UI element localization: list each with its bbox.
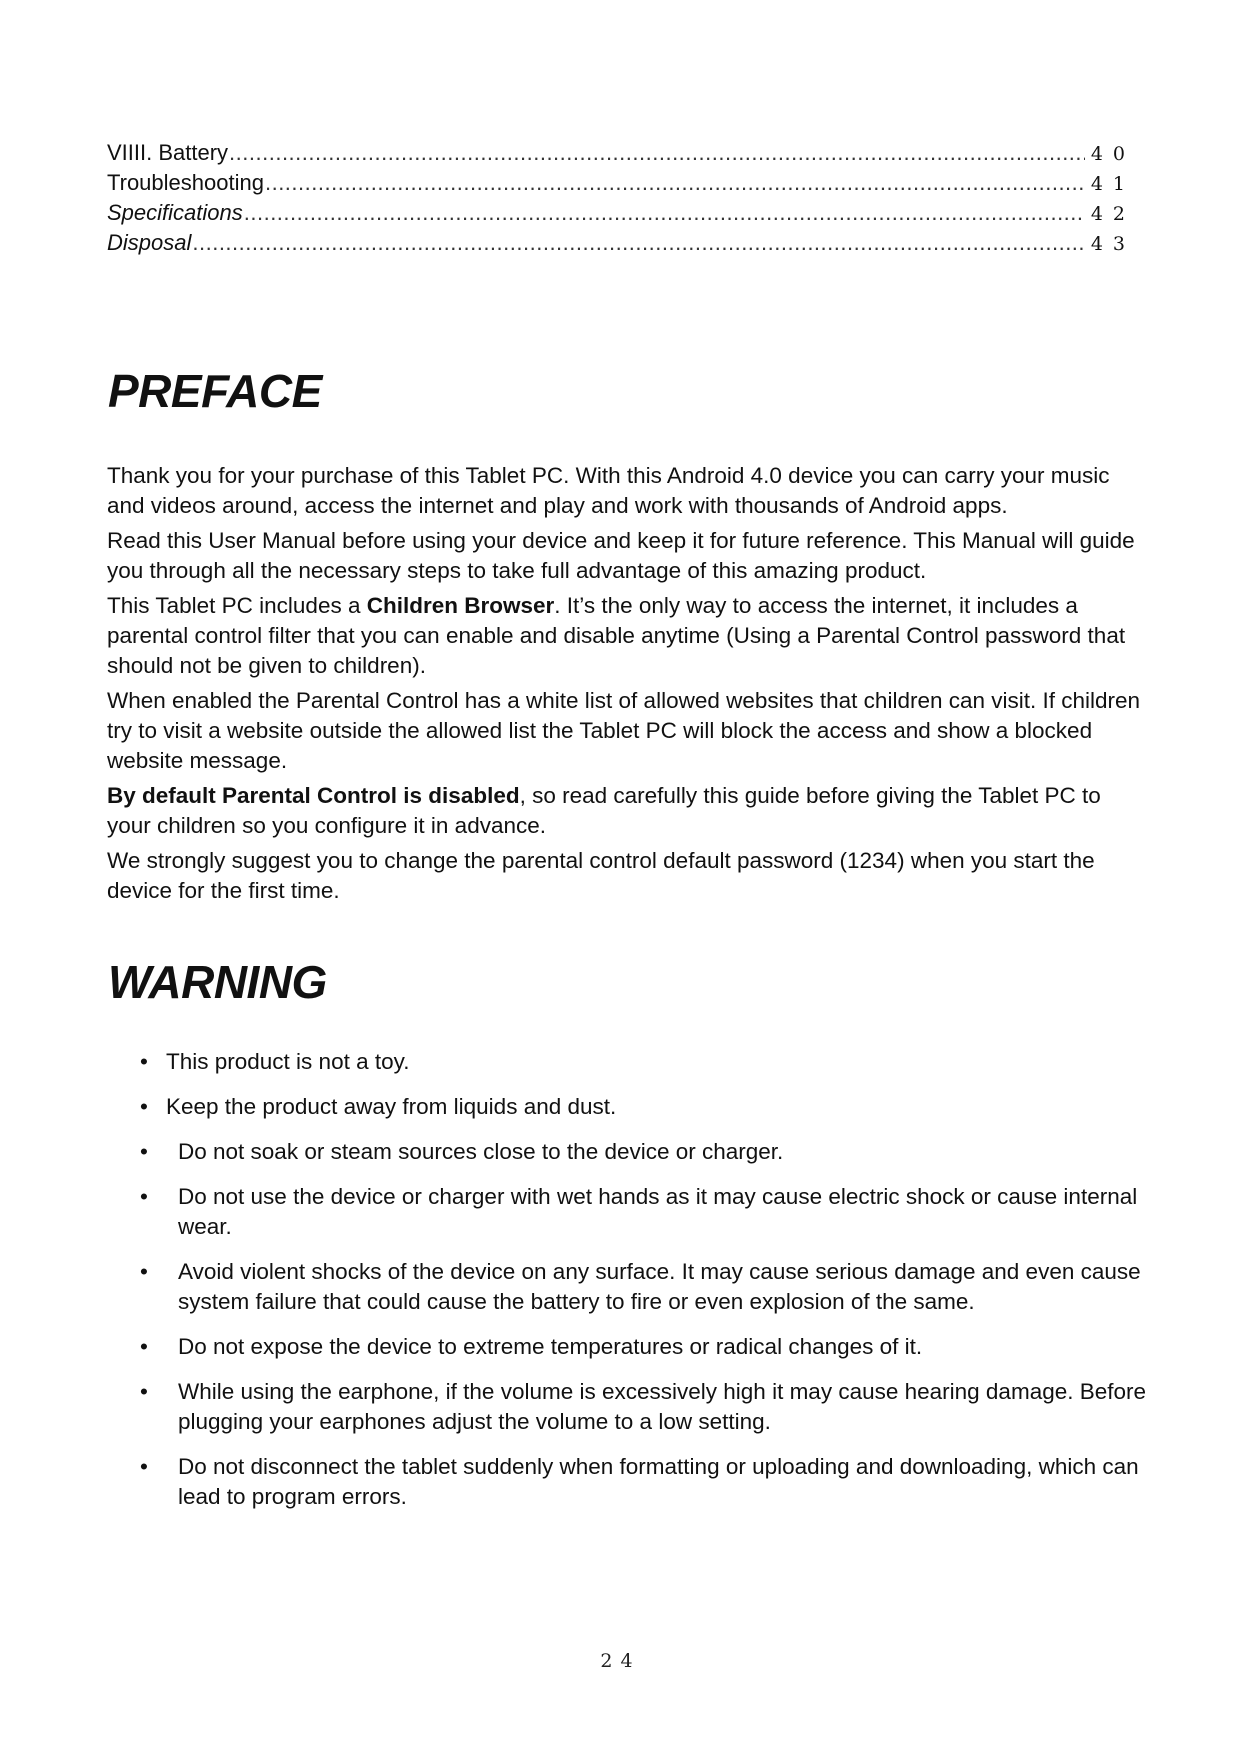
list-item-text: Do not use the device or charger with wet hands as it may cause electric shock or cause internal wear. [178, 1184, 1138, 1239]
list-item [107, 1377, 1147, 1437]
bullet-icon: • [140, 1049, 148, 1074]
bullet-icon: • [140, 1094, 148, 1119]
preface-text: . It’s the only way to access the internet, it includes a parental control filter that you can enable and disable anytime (Using a Parental Control password that should not be given to children). [107, 593, 1126, 678]
preface-paragraph: Read this User Manual before using your device and keep it for future reference. This Manual will guide you through all the necessary steps to take full advantage of this amazing product. [107, 528, 1135, 583]
toc-entry-page: 41 [1090, 173, 1135, 195]
bullet-icon: • [140, 1139, 148, 1164]
toc-entry-page: 43 [1090, 233, 1135, 255]
children-browser-emphasis: Children Browser [366, 593, 555, 618]
table-of-contents [107, 138, 1135, 258]
preface-paragraph: When enabled the Parental Control has a white list of allowed websites that children can visit. If children try to visit a website outside the allowed list the Tablet PC will block the access and show a blocked website message. [107, 688, 1141, 773]
list-item [107, 1332, 1147, 1362]
toc-entry-title: Troubleshooting [107, 170, 264, 195]
parental-control-emphasis: By default Parental Control is disabled [107, 783, 520, 808]
list-item-text: Do not soak or steam sources close to the device or charger. [178, 1139, 784, 1164]
toc-entry-title: Specifications [107, 200, 243, 225]
warning-heading: WARNING [108, 956, 327, 1008]
list-item-text: Keep the product away from liquids and dust. [166, 1094, 617, 1119]
preface-paragraph [107, 781, 1147, 841]
list-item [107, 1137, 1147, 1167]
toc-dot-leader [192, 228, 1085, 258]
preface-paragraph: Thank you for your purchase of this Tablet PC. With this Android 4.0 device you can carry your music and videos around, access the internet and play and work with thousands of Android apps. [107, 463, 1110, 518]
toc-entry-specifications[interactable] [107, 198, 1135, 228]
toc-entry-title: Disposal [107, 230, 192, 255]
list-item [107, 1452, 1147, 1512]
toc-entry-page: 42 [1090, 203, 1135, 225]
preface-paragraph: We strongly suggest you to change the parental control default password (1234) when you start the device for the first time. [107, 848, 1095, 903]
toc-entry-battery[interactable] [107, 138, 1135, 168]
list-item-text: This product is not a toy. [166, 1049, 410, 1074]
bullet-icon: • [140, 1184, 148, 1209]
toc-entry-title: VIIII. Battery [107, 140, 229, 165]
list-item-text: While using the earphone, if the volume is excessively high it may cause hearing damage. Before plugging your earphones adjust the volume to a low setting. [178, 1379, 1147, 1434]
toc-dot-leader [229, 138, 1085, 168]
toc-entry-disposal[interactable] [107, 228, 1135, 258]
preface-heading: PREFACE [108, 365, 322, 417]
bullet-icon: • [140, 1454, 148, 1479]
toc-entry-page: 40 [1090, 143, 1135, 165]
bullet-icon: • [140, 1334, 148, 1359]
list-item-text: Do not disconnect the tablet suddenly when formatting or uploading and downloading, which can lead to program errors. [178, 1454, 1139, 1509]
list-item [107, 1182, 1147, 1242]
warning-list [107, 1047, 1147, 1527]
list-item-text: Avoid violent shocks of the device on any surface. It may cause serious damage and even cause system failure that could cause the battery to fire or even explosion of the same. [178, 1259, 1141, 1314]
bullet-icon: • [140, 1379, 148, 1404]
toc-entry-troubleshooting[interactable] [107, 168, 1135, 198]
list-item [107, 1047, 1147, 1077]
preface-paragraph [107, 591, 1147, 681]
page-number: 24 [600, 1650, 641, 1672]
list-item-text: Do not expose the device to extreme temperatures or radical changes of it. [178, 1334, 923, 1359]
toc-dot-leader [244, 198, 1085, 228]
list-item [107, 1092, 1147, 1122]
toc-dot-leader [265, 168, 1085, 198]
preface-text: , so read carefully this guide before giving the Tablet PC to your children so you configure it in advance. [107, 783, 1101, 838]
list-item [107, 1257, 1147, 1317]
preface-text: This Tablet PC includes a [107, 593, 367, 618]
bullet-icon: • [140, 1259, 148, 1284]
preface-body [107, 461, 1147, 911]
